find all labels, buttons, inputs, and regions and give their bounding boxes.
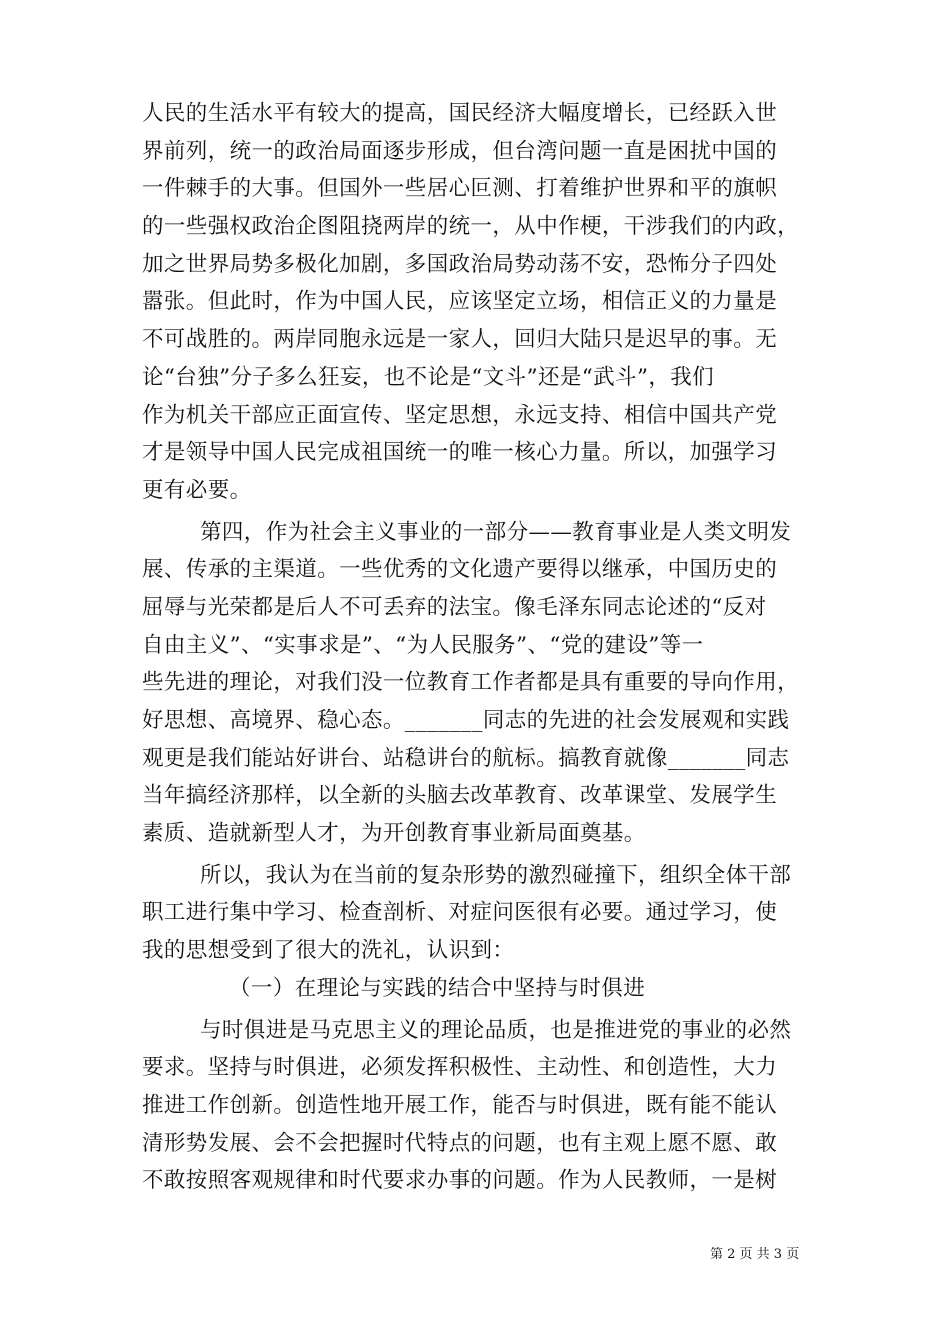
page-number-footer: 第 2 页 共 3 页	[710, 1247, 800, 1262]
text-line-1: 人民的生活水平有较大的提高，国民经济大幅度增长，已经跃入世	[142, 101, 778, 126]
text-line-17: 好思想、高境界、稳心态。_______同志的先进的社会发展观和实践	[142, 708, 790, 733]
text-line-22: 职工进行集中学习、检查剖析、对症问医很有必要。通过学习，使	[142, 900, 778, 926]
text-line-20: 素质、造就新型人才，为开创教育事业新局面奠基。	[142, 821, 646, 847]
text-line-5: 加之世界局势多极化加剧，多国政治局势动荡不安，恐怖分子四处	[142, 251, 778, 277]
text-line-11: 更有必要。	[142, 477, 252, 503]
body-text	[142, 95, 812, 1200]
text-line-27: 推进工作创新。创造性地开展工作，能否与时俱进，既有能不能认	[142, 1092, 778, 1118]
paragraph-start-line: 所以，我认为在当前的复杂形势的激烈碰撞下，组织全体干部	[200, 862, 792, 888]
text-line-9: 作为机关干部应正面宣传、坚定思想，永远支持、相信中国共产党	[142, 402, 778, 428]
paragraph-start-line: 与时俱进是马克思主义的理论品质，也是推进党的事业的必然	[200, 1017, 792, 1043]
text-line-23: 我的思想受到了很大的洗礼，认识到：	[142, 938, 515, 964]
text-line-16: 些先进的理论，对我们没一位教育工作者都是具有重要的导向作用，	[142, 670, 800, 696]
text-line-6: 嚣张。但此时，作为中国人民，应该坚定立场，相信正义的力量是	[142, 289, 778, 315]
text-line-19: 当年搞经济那样，以全新的头脑去改革教育、改革课堂、发展学生	[142, 783, 778, 809]
text-line-10: 才是领导中国人民完成祖国统一的唯一核心力量。所以，加强学习	[142, 440, 778, 466]
text-line-14: 屈辱与光荣都是后人不可丢弃的法宝。像毛泽东同志论述的“反对	[142, 594, 767, 620]
text-line-8: 论“台独”分子多么狂妄，也不论是“文斗”还是“武斗”，我们	[142, 364, 715, 390]
paragraph-start-line: 第四，作为社会主义事业的一部分——教育事业是人类文明发	[200, 519, 792, 545]
text-line-7: 不可战胜的。两岸同胞永远是一家人，回归大陆只是迟早的事。无	[142, 327, 778, 353]
text-line-18: 观更是我们能站好讲台、站稳讲台的航标。搞教育就像_______同志	[142, 745, 790, 771]
text-line-4: 的一些强权政治企图阻挠两岸的统一，从中作梗，干涉我们的内政，	[142, 214, 800, 240]
text-line-13: 展、传承的主渠道。一些优秀的文化遗产要得以继承，中国历史的	[142, 557, 778, 583]
text-line-28: 清形势发展、会不会把握时代特点的问题，也有主观上愿不愿、敢	[142, 1130, 778, 1156]
text-line-26: 要求。坚持与时俱进，必须发挥积极性、主动性、和创造性，大力	[142, 1055, 778, 1081]
section-heading: （一）在理论与实践的结合中坚持与时俱进	[229, 975, 646, 1001]
text-line-2: 界前列，统一的政治局面逐步形成，但台湾问题一直是困扰中国的	[142, 138, 778, 164]
text-line-15: 自由主义”、“实事求是”、“为人民服务”、“党的建设”等一	[142, 632, 704, 658]
text-line-3: 一件棘手的大事。但国外一些居心叵测、打着维护世界和平的旗帜	[142, 176, 778, 202]
text-line-29: 不敢按照客观规律和时代要求办事的问题。作为人民教师，一是树	[142, 1168, 778, 1194]
